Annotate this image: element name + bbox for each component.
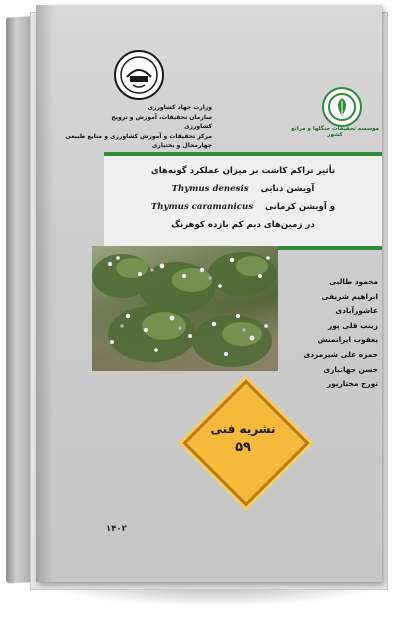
thyme-foliage	[92, 246, 278, 371]
ministry-line-3: مرکز تحقیقات و آموزش کشاورزی و منابع طبیعی چهارمحال و بختیاری	[65, 132, 212, 149]
author-item: محمود طالبی	[329, 277, 378, 286]
publication-year: ۱۴۰۲	[106, 524, 127, 534]
title-line-3	[104, 202, 382, 212]
ministry-logo-icon	[114, 50, 164, 100]
cover-fold-shade	[36, 5, 54, 582]
title-band	[104, 152, 382, 250]
badge-label: نشریه فنی	[210, 422, 276, 436]
title-line-2-persian: آویشن دنایی	[260, 184, 315, 194]
title-line-2	[104, 184, 382, 194]
institute-logo-icon	[322, 87, 362, 127]
wheat-emblem-icon	[119, 55, 159, 95]
ministry-line-1: وزارت جهاد کشاورزی	[147, 104, 212, 111]
species-name-2: Thymus caramanicus	[150, 202, 254, 212]
author-list	[282, 275, 378, 392]
author-item: حسن جهانبازی	[323, 364, 378, 374]
title-line-1: تأثیر تراکم کاشت بر میزان عملکرد گونه‌های	[150, 166, 336, 176]
ministry-text-block	[65, 103, 212, 151]
author-item: زینب قلی پور	[327, 320, 378, 330]
publication-badge-text	[201, 398, 285, 482]
badge-number: ۵۹	[235, 440, 251, 455]
thyme-plant-photo	[92, 246, 278, 371]
institute-name: موسسه تحقیقات جنگلها و مراتع کشور	[291, 126, 379, 138]
species-name-1: Thymus denesis	[171, 184, 249, 194]
leaf-emblem-icon	[327, 92, 357, 122]
author-item: حمزه علی شیرمردی	[303, 349, 378, 359]
author-item: یعقوب ایرانمنش	[317, 335, 378, 345]
title-line-4: در زمین‌های دیم کم بازده کوهرنگ	[171, 220, 315, 230]
title-line-3-persian: و آویشن کرمانی	[265, 202, 336, 212]
author-item: ابراهیم شریفی عاشورآبادی	[321, 291, 378, 316]
author-item: تورج مختارپور	[326, 379, 378, 389]
book-cover	[36, 5, 382, 582]
ministry-line-2: سازمان تحقیقات، آموزش و ترویج کشاورزی	[111, 113, 212, 130]
